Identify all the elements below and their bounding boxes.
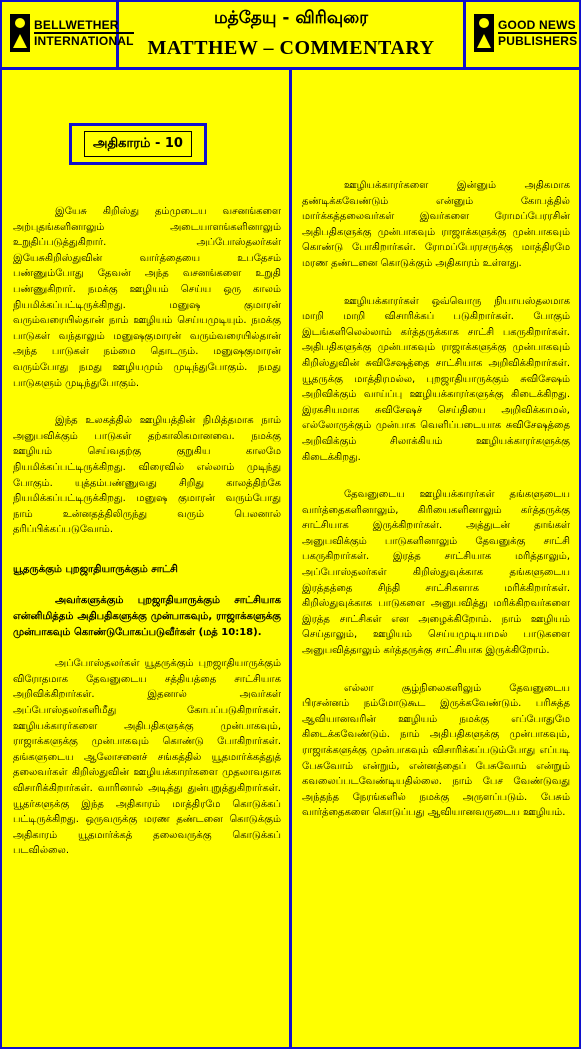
paragraph: ஊழியக்காரர்கள் ஒவ்வொரு நியாயஸ்தலமாக மாறி மாறி விசாரிக்கப் படுகிறார்கள். போகும் இடங்களிலெல்லாம் கர்த்தருக்காக சாட்சி பகருகிறார்கள். அதிபதிகளுக்கு முன்பாகவும் ராஜாக்களுக்கு முன்பாகவும் கிறிஸ்துவின் சுவிசேஷத்தை சாட்சியாக அறிவிக்கிறார்கள். யூதருக்கு மாத்திரமல்ல, புறஜாதியாருக்கும் சுவிசேஷம் அறிவிக்கும் வாய்ப்பு ஊழியக்காரர்களுக்கு கிடைக்கிறது. இரகசியமாக சுவிசேஷச் செய்தியை அறிவிக்காமல், எல்லோருக்கும் முன்பாக வெளிப்படையாக சுவிசேஷத்தை அறிவிக்கும் சிலாக்கியம் ஊழியக்காரர்களுக்கு கிடைக்கிறது. [302,295,570,463]
scripture-quote: அவர்களுக்கும் புறஜாதியாருக்கும் சாட்சியாக என்னிமித்தம் அதிபதிகளுக்கு முன்பாகவும், ராஜாக்களுக்கு முன்பாகவும் கொண்டுபோகப்படுவீர்கள் (மத் 10:18). [13,595,281,638]
column-divider [289,68,292,1049]
chapter-box [69,123,207,165]
section-heading: யூதருக்கும் புறஜாதியாருக்கும் சாட்சி [13,563,178,575]
logo-line1: GOOD NEWS [498,17,576,32]
logo-emblem-icon [10,14,30,52]
chapter-label: அதிகாரம் - 10 [84,131,192,157]
logo-line2: INTERNATIONAL [34,33,134,48]
paragraph: இந்த உலகத்தில் ஊழியத்தின் நிமித்தமாக நாம் அனுபவிக்கும் பாடுகள் தற்காலிகமானவை. நமக்கு ஊழியம் செய்வதற்கு குறுகிய காலமே நியமிக்கப்பட்டிருக்கிறது. விரைவில் எல்லாம் முடிந்து போகும். யுத்தம்பண்ணுவது சிறிது காலத்திற்கே நியமிக்கப்பட்டிருக்கிறது. மனுஷ குமாரன் வரும்போது நாம் உன்னதத்திலிருந்து வரும் பெலனால் தரிப்பிக்கப்படுவோம். [13,415,281,536]
title-tamil: மத்தேயு - விரிவுரை [213,8,369,28]
left-column [13,204,281,859]
logo-line2: PUBLISHERS [498,33,578,48]
paragraph: ஊழியக்காரர்களை இன்னும் அதிகமாக தண்டிக்கவேண்டும் என்னும் கோபத்தில் மார்க்கத்தலைவர்கள் இவர்களை ரோமப்பேரரசின் அதிபதிகளுக்கு முன்பாகவும் ராஜாக்களுக்கு முன்பாகவும் கொண்டு போகிறார்கள். ரோமப்பேரரசருக்கு மாத்திரமே மரண தண்டனை கொடுக்கும் அதிகாரம் உள்ளது. [302,180,570,269]
paragraph: தேவனுடைய ஊழியக்காரர்கள் தங்களுடைய வார்த்தைகளினாலும், கிரியைகளினாலும் கர்த்தருக்கு சாட்சியாக இருக்கிறார்கள். அத்துடன் தாங்கள் அனுபவிக்கும் பாடுகளினாலும் தேவனுக்கு சாட்சி பகருகிறார்கள். இரத்த சாட்சியாக மரித்தாலும், அப்போஸ்தலர்கள் கிறிஸ்துவுக்காக தங்களுடைய இரத்தத்தை சிந்தி சாட்சிகளாக மரிக்கிறார்கள். கிறிஸ்துவுக்காக பாடுகளை அனுபவித்து மரிக்கிறவர்களை இரத்த சாட்சிகள் என அழைக்கிறோம். நாம் ஊழியம் செய்தாலும், ஊழியம் செய்யமுடியாமல் பாடுகளை அனுபவித்தாலும் கர்த்தருக்கு சாட்சியாக இருக்கிறோம். [302,489,570,657]
paragraph: அப்போஸ்தலர்கள் யூதருக்கும் புறஜாதியாருக்கும் விரோதமாக தேவனுடைய சத்தியத்தை சாட்சியாக அறிவிக்கிறார்கள். இதனால் அவர்கள் அப்போஸ்தலர்களிமீது கோபப்படுகிறார்கள். ஊழியக்காரர்களை அதிபதிகளுக்கு முன்பாகவும், ராஜாக்களுக்கு முன்பாகவும் கொண்டு போகிறார்கள். தங்களுடைய ஆலோசனைச் சங்கத்தில் யூதமார்க்கத்துத் தலைவர்கள் கிறிஸ்துவின் ஊழியக்காரர்களை முதலாவதாக விசாரிக்கிறார்கள். வாரினால் அடித்து துன்புறுத்துகிறார்கள். யூதர்களுக்கு இந்த அதிகாரம் மாத்திரமே கொடுக்கப் பட்டிருக்கிறது. ஒருவருக்கு மரண தண்டனை கொடுக்கும் அதிகாரம் யூதமார்க்கத் தலைவருக்கு கொடுக்கப் படவில்லை. [13,658,281,857]
paragraph: இயேசு கிறிஸ்து தம்முடைய வசனங்களை அற்புதங்களினாலும் அடையாளங்களினாலும் உறுதிப்படுத்துகிறார். அப்போஸ்தலர்கள் இயேசுகிறிஸ்துவின் வார்த்தையை உபதேசம் பண்ணும்போது தேவன் அந்த வசனங்களை உறுதி பண்ணுகிறார். நமக்கு ஊழியம் செய்ய ஒரு காலம் நியமிக்கப்பட்டிருக்கிறது. மனுஷ குமாரன் வரும்வரையில்தான் நாம் ஊழியம் செய்யமுடியும். நமக்கு பாடுகள் வந்தாலும் மனுஷகுமாரன் வரும்வரையில்தான் அந்த பாடுகள் நம்மை தொடரும். மனுஷகுமாரன் வரும்போது நமது ஊழியமும் முடிந்துபோகும். நமது பாடுகளும் முடிந்துபோகும். [13,206,281,389]
header-right-divider [463,0,466,69]
logo-emblem-icon [474,14,494,52]
good-news-logo [474,14,577,52]
logo-line1: BELLWETHER [34,17,119,32]
paragraph: எல்லா சூழ்நிலைகளிலும் தேவனுடைய பிரசன்னம் நம்மோடுகூட இருக்கவேண்டும். பரிசுத்த ஆவியானவரின் ஊழியம் நமக்கு எப்போதுமே கிடைக்கவேண்டும். நாம் அதிபதிகளுக்கு முன்பாகவும், ராஜாக்களுக்கு முன்பாகவும் விசாரிக்கப்படும்போது எப்படி பேசுவோம் என்றும், என்னத்தைப் பேசுவோம் என்றும் கவலைப்படவேண்டியதில்லை. நாம் பேச வேண்டுவது அந்தந்த நேரங்களில் நமக்கு அருளப்படும். பேசும் வார்த்தைகளை கொடுப்பது ஆவியானவருடைய ஊழியம். [302,682,570,819]
bellwether-logo [10,14,134,52]
right-column [302,178,570,821]
title-english: MATTHEW – COMMENTARY [147,37,435,59]
